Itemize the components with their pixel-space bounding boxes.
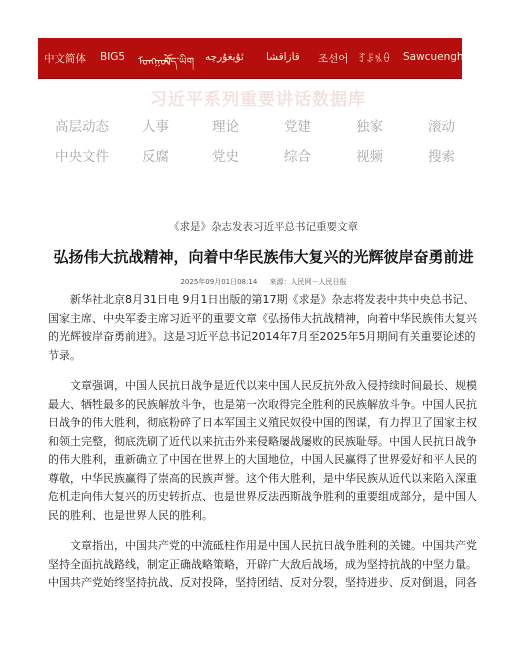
article-date: 2025年09月01日08:14 — [180, 278, 258, 286]
nav-item-central-documents[interactable]: 中央文件 — [55, 149, 109, 165]
lang-link-korean[interactable]: 조선어 — [318, 53, 349, 65]
nav-item-comprehensive[interactable]: 综合 — [284, 149, 311, 165]
lang-link-uyghur[interactable]: ئۇيغۇرچە — [205, 51, 244, 63]
article-paragraph: 文章指出，中国共产党的中流砥柱作用是中国人民抗日战争胜利的关键。中国共产党坚持全面抗战路线，制定正确战略策略，开辟广大敌后战场，成为坚持抗战的中坚力量。中国共产党始终坚持抗战、反对投降，坚持团结、反对分裂，坚持进步、反对倒退，同各 — [48, 539, 477, 589]
nav-item-high-level-news[interactable]: 高层动态 — [55, 119, 109, 135]
article-meta — [0, 277, 527, 287]
nav-item-theory[interactable]: 理论 — [212, 119, 239, 135]
nav-item-anti-corruption[interactable]: 反腐 — [142, 149, 169, 165]
article-paragraph: 文章强调，中国人民抗日战争是近代以来中国人民反抗外敌入侵持续时间最长、规模最大、牺牲最多的民族解放斗争，也是第一次取得完全胜利的民族解放斗争。中国人民抗日战争的伟大胜利，彻底粉碎了日本军国主义殖民奴役中国的图谋，有力捍卫了国家主权和领土完整，彻底洗刷了近代以来抗击外来侵略屡战屡败的民族耻辱。中国人民抗日战争的伟大胜利，重新确立了中国在世界上的大国地位，中国人民赢得了世界爱好和平人民的尊敬，中华民族赢得了崇高的民族声誉。这个伟大胜利，是中华民族从近代以来陷入深重危机走向伟大复兴的历史转折点、也是世界反法西斯战争胜利的重要组成部分，是中国人民的胜利、也是世界人民的胜利。 — [48, 379, 477, 522]
nav-row-2 — [0, 145, 527, 165]
article-paragraph: 新华社北京8月31日电 9月1日出版的第17期《求是》杂志将发表中共中央总书记、国家主席、中央军委主席习近平的重要文章《弘扬伟大抗战精神，向着中华民族伟大复兴的光辉彼岸奋勇前进》。这是习近平总书记2014年7月至2025年5月期间有关重要论述的节录。 — [48, 293, 477, 362]
lang-link-kazakh[interactable]: قازاقشا — [266, 51, 300, 63]
language-bar — [38, 38, 462, 79]
lang-link-big5[interactable]: BIG5 — [100, 51, 126, 63]
nav-item-exclusive[interactable]: 独家 — [356, 119, 383, 135]
lang-link-tibetan[interactable]: བོད་ཡིག — [164, 56, 195, 68]
nav-item-search[interactable]: 搜索 — [428, 149, 455, 165]
nav-item-video[interactable]: 视频 — [356, 149, 383, 165]
nav-item-party-building[interactable]: 党建 — [284, 119, 311, 135]
article-source: 来源：人民网－人民日报 — [269, 278, 347, 286]
lang-link-zhuang[interactable]: Sawcuengh — [403, 51, 464, 63]
lang-link-mongolian[interactable]: ᠮᠣᠩᠭᠣᠯ — [138, 56, 172, 68]
nav-row-1 — [0, 115, 527, 135]
lang-link-simplified-chinese[interactable]: 中文简体 — [44, 53, 86, 65]
article-body — [48, 291, 484, 605]
article-kicker: 《求是》杂志发表习近平总书记重要文章 — [169, 221, 358, 233]
nav-item-rolling[interactable]: 滚动 — [428, 119, 455, 135]
nav-item-party-history[interactable]: 党史 — [212, 149, 239, 165]
nav-item-personnel[interactable]: 人事 — [142, 119, 169, 135]
site-banner-title: 习近平系列重要讲话数据库 — [150, 90, 366, 110]
article-title: 弘扬伟大抗战精神，向着中华民族伟大复兴的光辉彼岸奋勇前进 — [53, 248, 474, 266]
lang-link-yi[interactable]: ꆈꌠꁱꂷ — [358, 53, 391, 65]
